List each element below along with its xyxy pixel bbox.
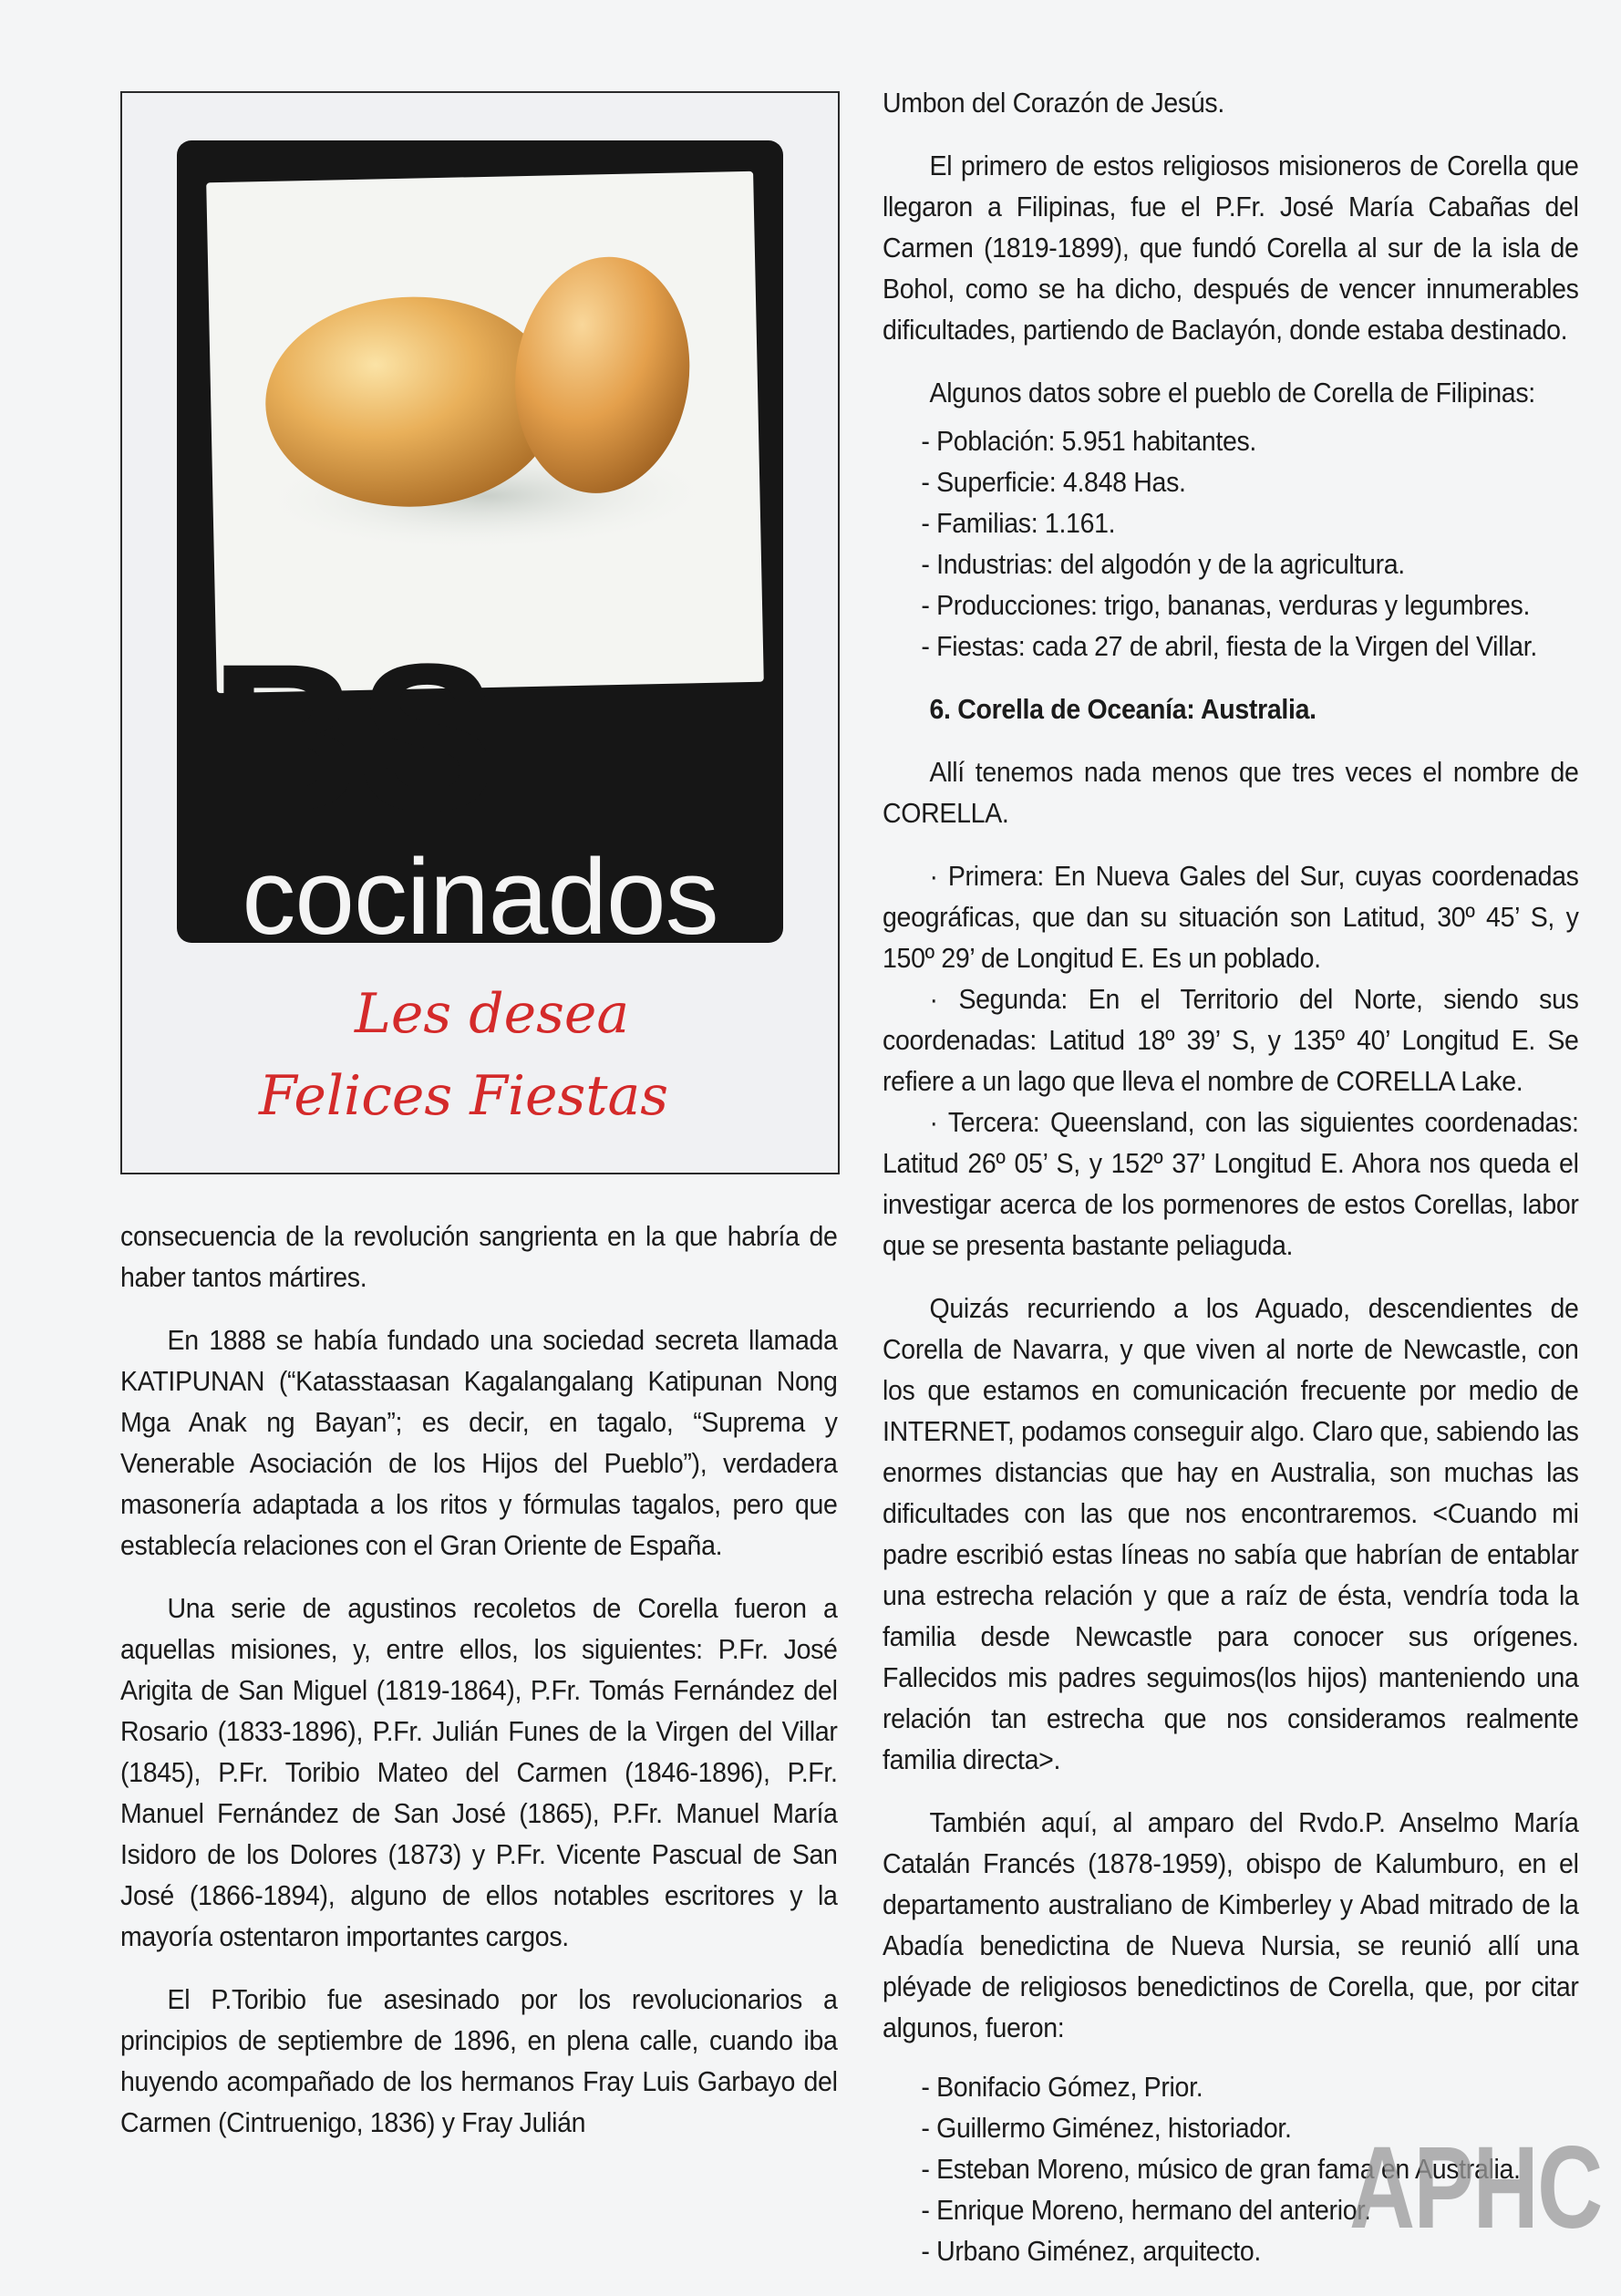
list-item: - Guillermo Giménez, historiador. [883, 2107, 1579, 2148]
list-item: - Población: 5.951 habitantes. [883, 420, 1579, 461]
bleed-through-right [1583, 82, 1621, 903]
ad-greeting-line2: Felices Fiestas [259, 1064, 669, 1128]
eggs-illustration [206, 171, 764, 693]
right-paragraph-3: Algunos datos sobre el pueblo de Corella de Filipinas: [929, 377, 1535, 409]
list-item: - Superficie: 4.848 Has. [883, 461, 1579, 502]
left-paragraph-1: consecuencia de la revolución sangrienta en la que habría de haber tantos mártires. [120, 1220, 838, 1293]
right-paragraph-7: · Tercera: Queensland, con las siguientes coordenadas: Latitud 26º 05’ S, y 152º 37’ Longitud E. Ahora nos queda el investigar acerca de los pormenores de estos Corellas, labor que se presenta bastante peliaguda. [883, 1106, 1579, 1261]
list-item: - Fiestas: cada 27 de abril, fiesta de la Virgen del Villar. [883, 626, 1579, 667]
list-item: - Familias: 1.161. [883, 502, 1579, 543]
left-paragraph-3: Una serie de agustinos recoletos de Corella fueron a aquellas misiones, y, entre ellos, los siguientes: P.Fr. José Arigita de San Miguel (1819-1864), P.Fr. Tomás Fernández del Rosario (1833-1896), P.Fr. Julián Funes de la Virgen del Villar (1845), P.Fr. Toribio Mateo del Carmen (1846-1896), P.Fr. Manuel Fernández de San José (1865), P.Fr. Manuel María Isidoro de los Dolores (1873) y P.Fr. Vicente Pascual de San José (1866-1894), alguno de ellos notables escritores y la mayoría ostentaron importantes cargos. [120, 1592, 838, 1952]
list-item: - Industrias: del algodón y de la agricultura. [883, 543, 1579, 584]
right-paragraph-5: · Primera: En Nueva Gales del Sur, cuyas coordenadas geográficas, que dan su situación son Latitud, 30º 45’ S, y 150º 29’ de Longitud E. Es un poblado. [883, 860, 1579, 974]
advertisement [120, 91, 840, 1174]
right-paragraph-4: Allí tenemos nada menos que tres veces el nombre de CORELLA. [883, 756, 1579, 829]
right-paragraph-9: También aquí, al amparo del Rvdo.P. Anselmo María Catalán Francés (1878-1959), obispo de Kalumburo, en el departamento australiano de Kimberley y Abad mitrado de la Abadía benedictina de Nueva Nursia, se reunió allí una pléyade de religiosos benedictinos de Corella, que, por citar algunos, fueron: [883, 1806, 1579, 2043]
ad-logo-box [177, 140, 783, 957]
list-item: - Producciones: trigo, bananas, verduras y legumbres. [883, 584, 1579, 626]
aphc-watermark: APHC [1349, 2123, 1602, 2253]
ad-greeting-line1: Les desea [355, 982, 630, 1046]
list-item: - Enrique Moreno, hermano del anterior. [883, 2189, 1579, 2230]
list-item: - Bonifacio Gómez, Prior. [883, 2066, 1579, 2107]
section-heading: 6. Corella de Oceanía: Australia. [929, 693, 1316, 725]
list-item: - Urbano Giménez, arquitecto. [883, 2230, 1579, 2271]
left-paragraph-4: El P.Toribio fue asesinado por los revolucionarios a principios de septiembre de 1896, en plena calle, cuando iba huyendo acompañado de los hermanos Fray Luis Garbayo del Carmen (Cintruenigo, 1836) y Fray Julián [120, 1983, 838, 2138]
right-paragraph-6: · Segunda: En el Territorio del Norte, siendo sus coordenadas: Latitud 18º 39’ S, y 135º 40’ Longitud E. Se refiere a un lago que lleva el nombre de CORELLA Lake. [883, 983, 1579, 1097]
right-paragraph-1: Umbon del Corazón de Jesús. [883, 87, 1224, 119]
left-paragraph-2: En 1888 se había fundado una sociedad secreta llamada KATIPUNAN (“Katasstaasan Kagalangalang Katipunan Nong Mga Anak ng Bayan”; es decir, en tagalo, “Suprema y Venerable Asociación de los Hijos del Pueblo”), verdadera masonería adaptada a los ritos y fórmulas tagalos, pero que establecía relaciones con el Gran Oriente de España. [120, 1324, 838, 1561]
left-column [120, 1215, 838, 2165]
right-paragraph-8: Quizás recurriendo a los Aguado, descendientes de Corella de Navarra, y que viven al norte de Newcastle, con los que estamos en comunicación frecuente por medio de INTERNET, podamos conseguir algo. Claro que, sabiendo las enormes distancias que hay en Australia, son muchas las dificultades con las que nos encontraremos. <Cuando mi padre escribió estas líneas no sabía que habrían de entablar una estrecha relación y que a raíz de ésta, vendría toda la familia desde Newcastle para conocer sus orígenes. Fallecidos mis padres seguimos(los hijos) manteniendo una relación tan estrecha que nos consideramos realmente familia directa>. [883, 1292, 1579, 1775]
ad-brand: BS [210, 620, 494, 854]
right-paragraph-2: El primero de estos religiosos misioneros de Corella que llegaron a Filipinas, fue el P.Fr. José María Cabañas del Carmen (1819-1899), que fundó Corella al sur de la isla de Bohol, como se ha dicho, después de vencer innumerables dificultades, partiendo de Baclayón, donde estaba destinado. [883, 150, 1579, 346]
list-item: - Esteban Moreno, músico de gran fama en Australia. [883, 2148, 1579, 2189]
corella-filipinas-data-list [883, 420, 1579, 667]
right-column [883, 82, 1602, 2293]
ad-brand-word: cocinados [242, 837, 718, 957]
ad-photo-frame [206, 171, 764, 693]
